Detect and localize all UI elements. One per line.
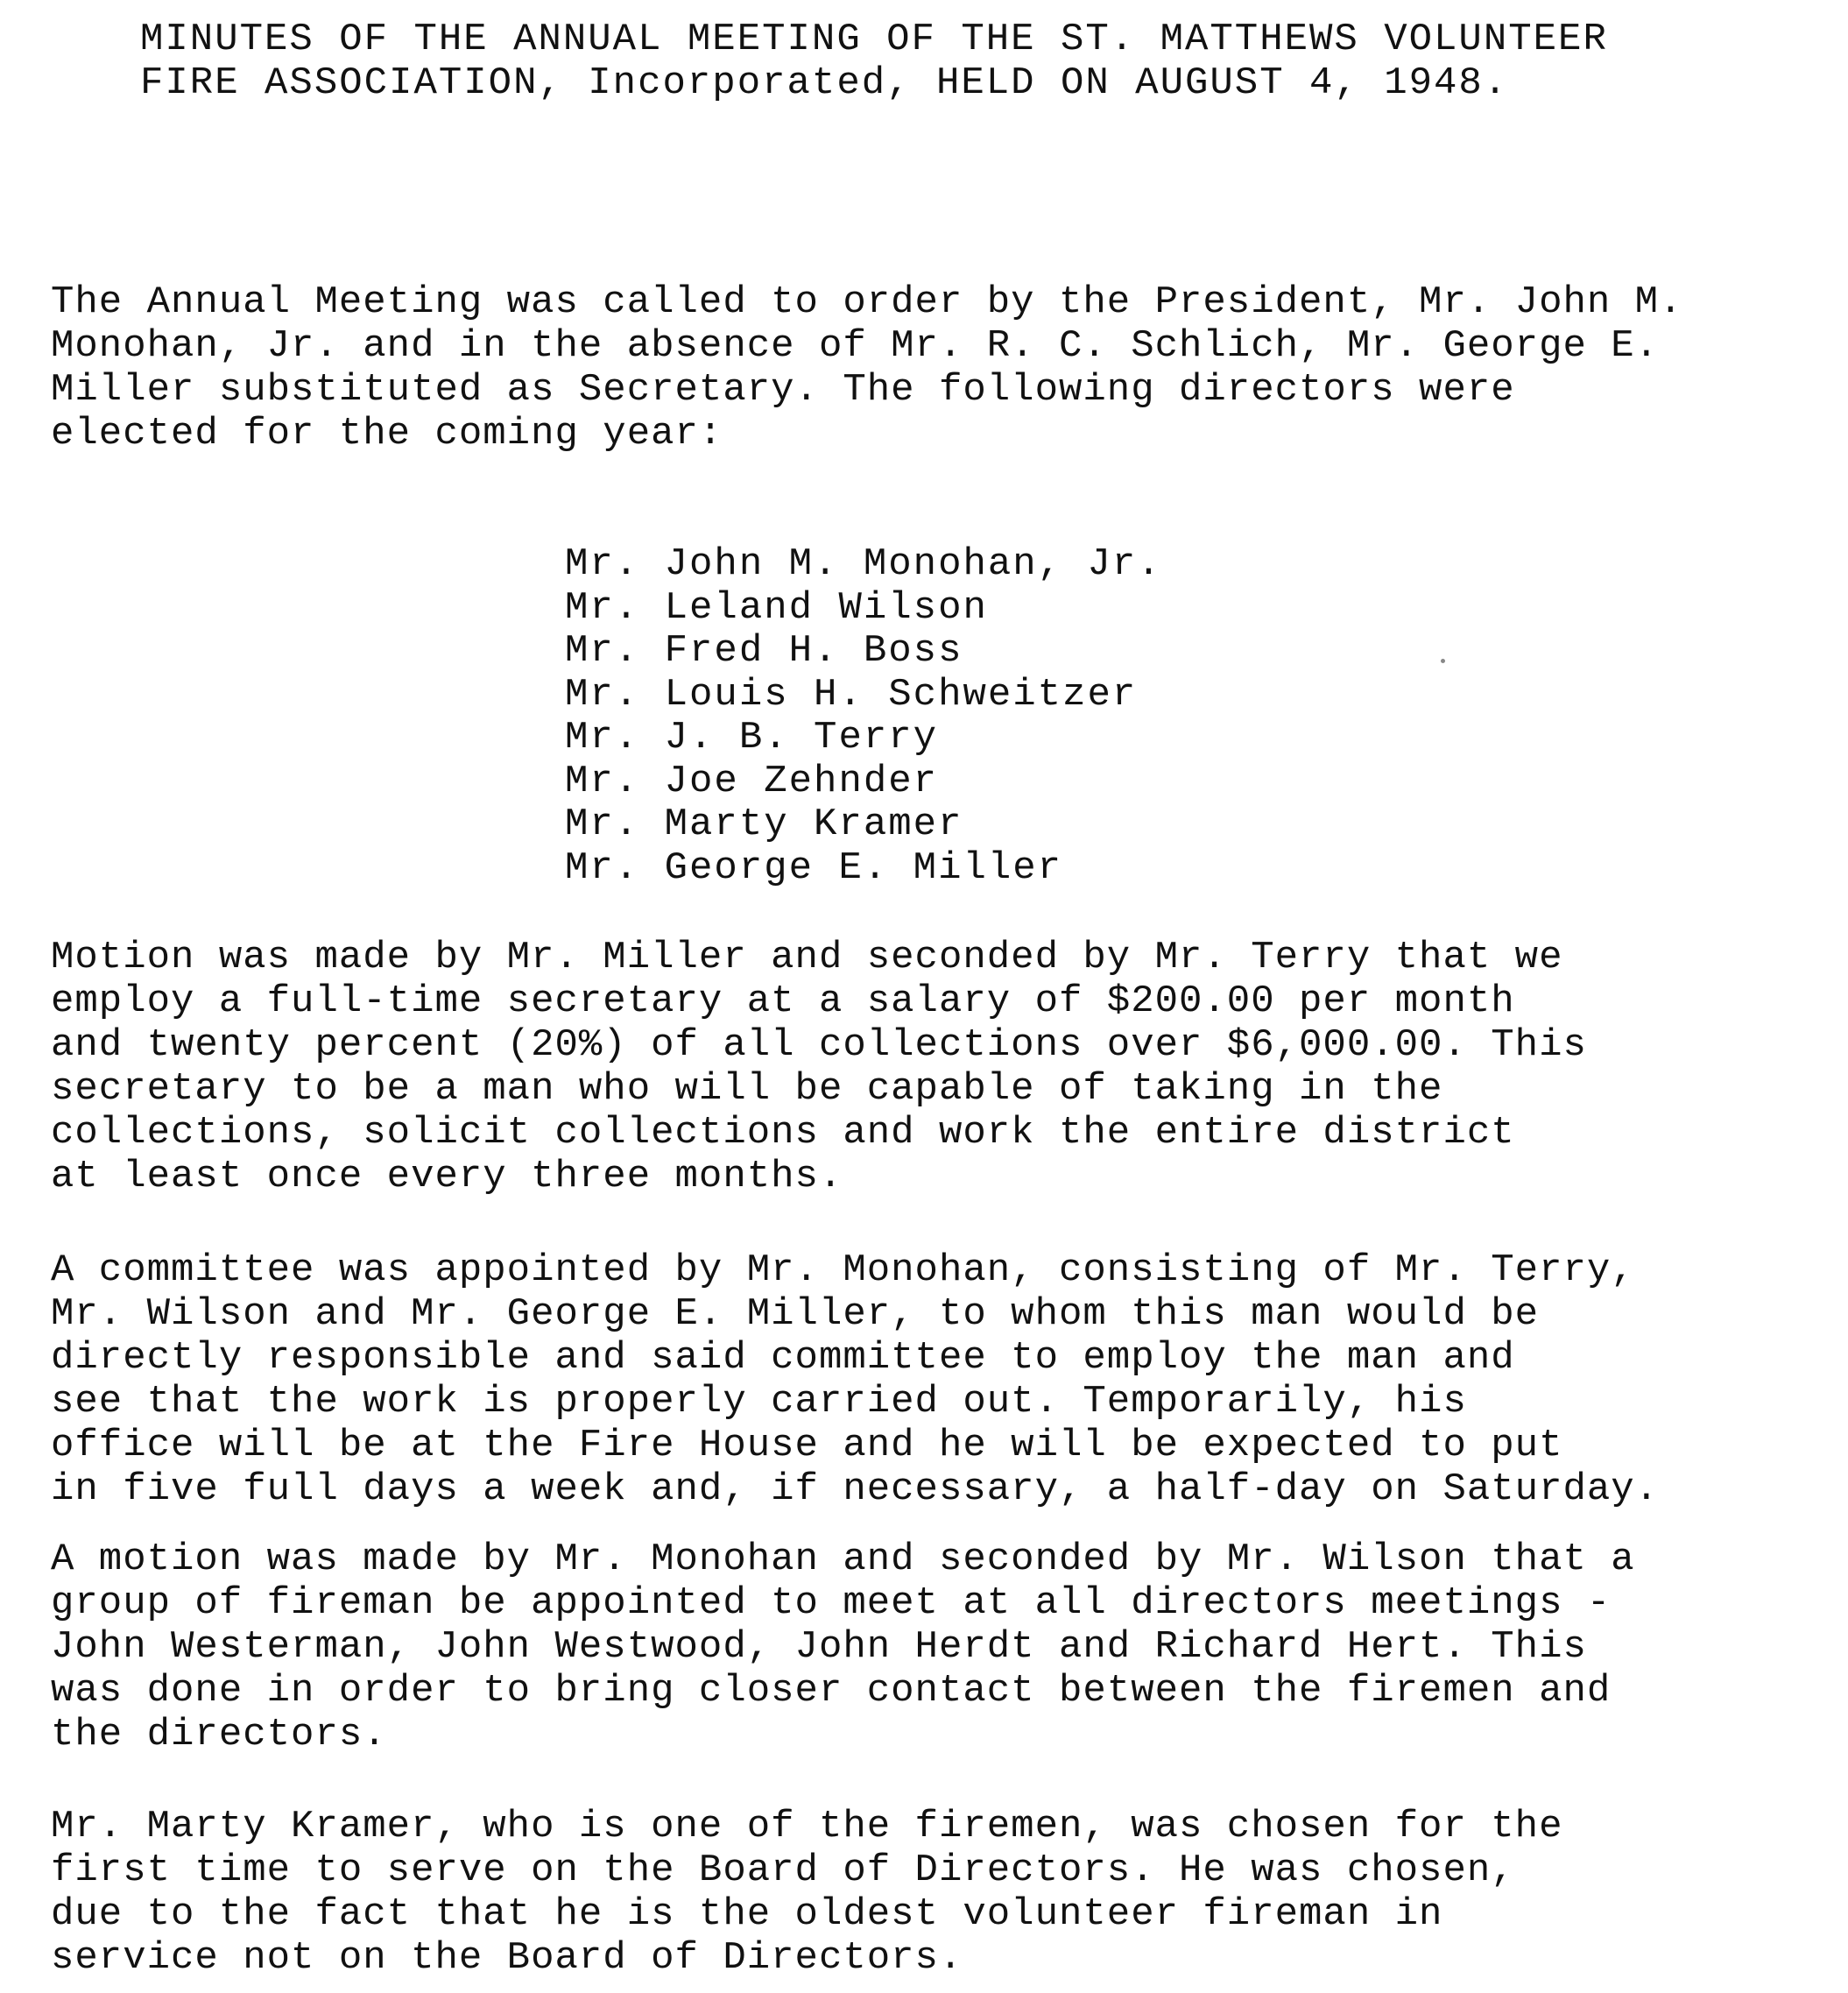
paragraph-line: The Annual Meeting was called to order by the President, Mr. John M. xyxy=(51,280,1683,324)
paragraph-line: collections, solicit collections and work the entire district xyxy=(51,1111,1515,1155)
paragraph-line: secretary to be a man who will be capable of taking in the xyxy=(51,1067,1443,1111)
director-item: Mr. Marty Kramer xyxy=(565,802,963,846)
paragraph-line: Monohan, Jr. and in the absence of Mr. R. C. Schlich, Mr. George E. xyxy=(51,324,1660,368)
paragraph-secretary-motion xyxy=(51,936,1837,1198)
paragraph-line: office will be at the Fire House and he will be expected to put xyxy=(51,1424,1563,1467)
paragraph-line: group of fireman be appointed to meet at all directors meetings - xyxy=(51,1581,1612,1625)
ink-speck xyxy=(1441,659,1445,663)
director-item: Mr. George E. Miller xyxy=(565,845,1063,890)
paragraph-kramer xyxy=(51,1805,1837,1980)
title-line-2: FIRE ASSOCIATION, Incorporated, HELD ON AUGUST 4, 1948. xyxy=(140,61,1509,105)
paragraph-line: due to the fact that he is the oldest volunteer fireman in xyxy=(51,1892,1443,1936)
paragraph-line: A motion was made by Mr. Monohan and seconded by Mr. Wilson that a xyxy=(51,1537,1635,1581)
paragraph-line: A committee was appointed by Mr. Monohan, consisting of Mr. Terry, xyxy=(51,1248,1635,1292)
paragraph-line: elected for the coming year: xyxy=(51,412,723,456)
paragraph-line: the directors. xyxy=(51,1713,387,1756)
directors-list xyxy=(565,543,1162,890)
paragraph-line: Mr. Wilson and Mr. George E. Miller, to whom this man would be xyxy=(51,1292,1540,1336)
paragraph-line: employ a full-time secretary at a salary of $200.00 per month xyxy=(51,979,1515,1023)
paragraph-firemen-group xyxy=(51,1537,1837,1756)
director-item: Mr. Fred H. Boss xyxy=(565,629,963,673)
director-item: Mr. Leland Wilson xyxy=(565,585,988,630)
paragraph-line: was done in order to bring closer contact between the firemen and xyxy=(51,1669,1612,1713)
paragraph-line: in five full days a week and, if necessary, a half-day on Saturday. xyxy=(51,1467,1660,1511)
paragraph-line: see that the work is properly carried out. Temporarily, his xyxy=(51,1380,1467,1424)
paragraph-line: service not on the Board of Directors. xyxy=(51,1936,963,1980)
paragraph-line: Motion was made by Mr. Miller and seconded by Mr. Terry that we xyxy=(51,936,1563,979)
director-item: Mr. John M. Monohan, Jr. xyxy=(565,542,1162,586)
paragraph-line: directly responsible and said committee to employ the man and xyxy=(51,1336,1515,1380)
paragraph-meeting-opening xyxy=(51,280,1837,456)
title-line-1: MINUTES OF THE ANNUAL MEETING OF THE ST. MATTHEWS VOLUNTEER xyxy=(140,18,1608,61)
director-item: Mr. J. B. Terry xyxy=(565,716,939,760)
paragraph-committee xyxy=(51,1248,1837,1511)
paragraph-line: John Westerman, John Westwood, John Herdt and Richard Hert. This xyxy=(51,1625,1587,1669)
paragraph-line: Miller substituted as Secretary. The following directors were xyxy=(51,368,1515,412)
director-item: Mr. Louis H. Schweitzer xyxy=(565,672,1138,717)
document-title xyxy=(140,18,1608,105)
paragraph-line: and twenty percent (20%) of all collections over $6,000.00. This xyxy=(51,1023,1587,1067)
paragraph-line: Mr. Marty Kramer, who is one of the firemen, was chosen for the xyxy=(51,1805,1563,1848)
paragraph-line: at least once every three months. xyxy=(51,1155,843,1198)
director-item: Mr. Joe Zehnder xyxy=(565,759,939,803)
paragraph-line: first time to serve on the Board of Directors. He was chosen, xyxy=(51,1848,1515,1892)
